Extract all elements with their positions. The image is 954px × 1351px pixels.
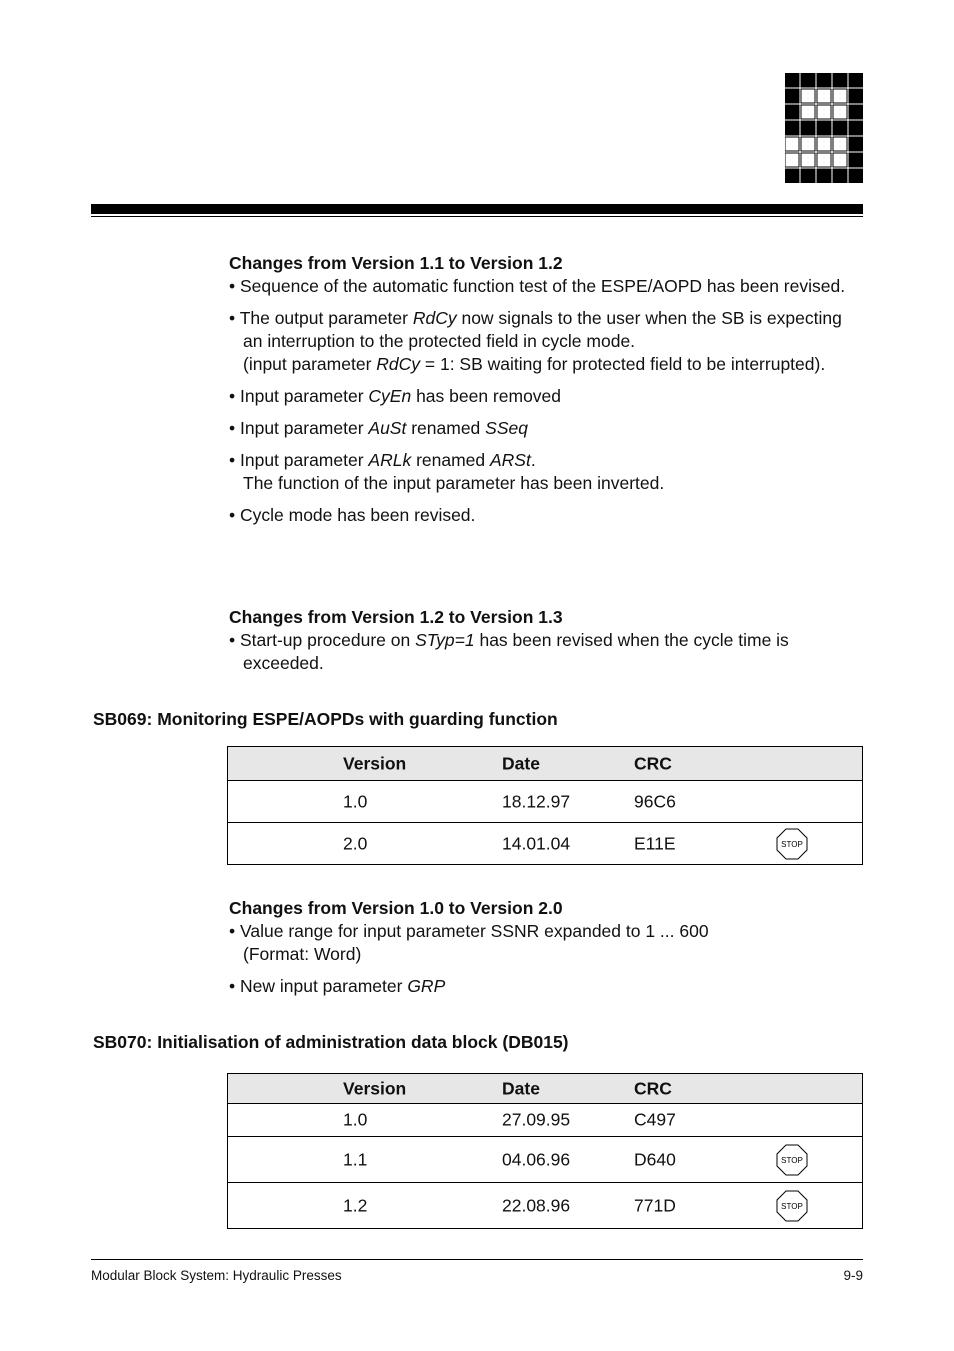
page-number: 9-9 — [843, 1268, 863, 1283]
stop-sign-icon — [776, 828, 808, 860]
crc-header: CRC — [634, 753, 672, 773]
svg-text:STOP: STOP — [781, 1155, 803, 1165]
version-header: Version — [343, 1078, 407, 1098]
crc-cell: C497 — [634, 1109, 676, 1130]
sb069-title: SB069: Monitoring ESPE/AOPDs with guarding function — [93, 709, 558, 729]
crc-cell: D640 — [634, 1149, 676, 1169]
stop-sign-icon — [776, 1144, 808, 1176]
date-cell: 27.09.95 — [502, 1109, 571, 1130]
date-header: Date — [502, 1078, 540, 1098]
list-item: • Input parameter ARLk renamed ARSt. The function of the input parameter has been inverted. — [229, 450, 665, 493]
changes-section-1-2-to-1-3 — [229, 606, 859, 675]
table-row — [228, 1136, 862, 1182]
header-rule-thin — [91, 216, 863, 217]
svg-text:STOP: STOP — [781, 1201, 803, 1211]
footer-title: Modular Block System: Hydraulic Presses — [91, 1268, 342, 1283]
table-header-row — [228, 1074, 862, 1103]
crc-cell: 771D — [634, 1195, 676, 1215]
list-item: • Sequence of the automatic function test of the ESPE/AOPD has been revised. — [229, 276, 846, 296]
header-rule-thick — [91, 204, 863, 214]
version-cell: 1.2 — [343, 1195, 368, 1215]
version-cell: 1.1 — [343, 1149, 368, 1169]
sb069-version-table — [227, 746, 863, 865]
crc-cell: 96C6 — [634, 791, 676, 811]
section-heading: Changes from Version 1.0 to Version 2.0 — [229, 898, 563, 918]
list-item: • Input parameter AuSt renamed SSeq — [229, 418, 528, 438]
section-heading: Changes from Version 1.2 to Version 1.3 — [229, 607, 563, 627]
version-cell: 1.0 — [343, 1109, 368, 1130]
list-item: • New input parameter GRP — [229, 976, 446, 996]
list-item: • Start-up procedure on STyp=1 has been revised when the cycle time is exceeded. — [229, 630, 789, 673]
section-heading: Changes from Version 1.1 to Version 1.2 — [229, 253, 563, 273]
date-header: Date — [502, 753, 540, 773]
sb070-version-table — [227, 1073, 863, 1229]
crc-cell: E11E — [634, 833, 676, 853]
list-item: • The output parameter RdCy now signals to the user when the SB is expecting an interruption to the protected field in cycle mode. (input parameter RdCy = 1: SB waiting for protected field to be interrupted). — [229, 308, 842, 374]
svg-text:STOP: STOP — [781, 839, 803, 849]
version-header: Version — [343, 753, 407, 773]
changes-section-1-0-to-2-0 — [229, 897, 859, 998]
list-item: • Input parameter CyEn has been removed — [229, 386, 562, 406]
stop-sign-icon — [776, 1190, 808, 1222]
date-cell: 18.12.97 — [502, 791, 571, 811]
changes-section-1-1-to-1-2 — [229, 252, 859, 527]
table-row — [228, 780, 862, 822]
date-cell: 04.06.96 — [502, 1149, 571, 1169]
crc-header: CRC — [634, 1078, 672, 1098]
table-row — [228, 1103, 862, 1136]
table-header-row — [228, 747, 862, 780]
version-cell: 2.0 — [343, 833, 368, 853]
table-row — [228, 1182, 862, 1228]
date-cell: 14.01.04 — [502, 833, 571, 853]
table-row — [228, 822, 862, 864]
sb070-title: SB070: Initialisation of administration data block (DB015) — [93, 1032, 569, 1052]
date-cell: 22.08.96 — [502, 1195, 571, 1215]
list-item: • Cycle mode has been revised. — [229, 505, 476, 525]
version-cell: 1.0 — [343, 791, 368, 811]
list-item: • Value range for input parameter SSNR expanded to 1 ... 600 (Format: Word) — [229, 921, 709, 964]
footer-rule — [91, 1259, 863, 1260]
company-logo — [785, 73, 863, 183]
